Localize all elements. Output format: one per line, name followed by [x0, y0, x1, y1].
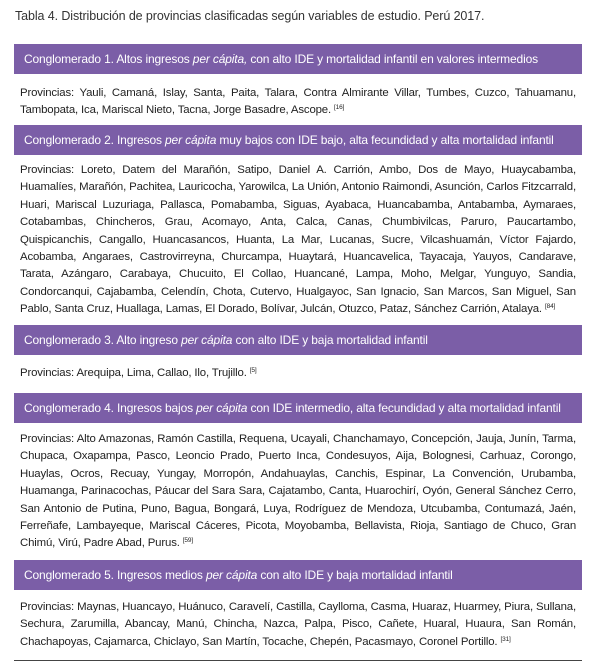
count-reference: [16] — [334, 104, 345, 112]
cluster-2-title: Conglomerado 2. Ingresos — [24, 133, 166, 147]
province-list: Provincias: Maynas, Huancayo, Huánuco, Caravelí, Castilla, Caylloma, Casma, Huaraz, Huarmey, Piura, Sullana, Sechura, Zarumilla, Abancay, Manú, Chincha, Nazca, Palpa, Pisco, Cañete, Huaral, Huaura, San Román, Chachapoyas, Cajamarca, Chiclayo, San Martín, Tocache, Chepén, Pacasmayo, Coronel Portillo. — [20, 601, 576, 648]
count-reference: [59] — [182, 537, 194, 545]
cluster-4-title: Conglomerado 4. Ingresos bajos — [24, 401, 197, 415]
cluster-3-title-rest: con alto IDE y baja mortalidad infantil — [232, 333, 428, 347]
cluster-3-header — [14, 325, 582, 355]
cluster-4-title-italic: per cápita — [196, 401, 248, 415]
province-list: Provincias: Yauli, Camaná, Islay, Santa, Paita, Talara, Contra Almirante Villar, Tumbes, Cuzco, Tahuamanu, Tambopata, Ica, Mariscal Nieto, Tacna, Jorge Basadre, Ascope. — [20, 87, 576, 117]
cluster-4-provinces — [14, 431, 582, 553]
cluster-2 — [14, 125, 582, 319]
cluster-2-title-rest: muy bajos con IDE bajo, alta fecundidad y alta mortalidad infantil — [216, 133, 554, 147]
cluster-1-provinces — [14, 85, 582, 120]
cluster-3-title: Conglomerado 3. Alto ingreso — [24, 333, 182, 347]
bottom-rule — [14, 660, 582, 661]
cluster-2-provinces — [14, 162, 582, 319]
cluster-1 — [14, 44, 582, 120]
cluster-5-title-rest: con alto IDE y baja mortalidad infantil — [257, 568, 453, 582]
province-list: Provincias: Loreto, Datem del Marañón, Satipo, Daniel A. Carrión, Ambo, Dos de Mayo, Huaycabamba, Huamalíes, Marañón, Pachitea, Lauricocha, Yarowilca, La Unión, Antonio Raimondi, Asunción, Carlos Fitzcarrald, Huari, Mariscal Luzuriaga, Pallasca, Pomabamba, Siguas, Ayabaca, Huancabamba, Antabamba, Aymaraes, Cotabambas, Chincheros, Grau, Acomayo, Anta, Calca, Canas, Chumbivilcas, Paruro, Paucartambo, Quispicanchis, Cangallo, Huancasancos, Huanta, La Mar, Lucanas, Sucre, Vilcashuamán, Víctor Fajardo, Acobamba, Angaraes, Castrovirreyna, Churcampa, Huaytará, Huancavelica, Tayacaja, Yauyos, Candarave, Tarata, Azángaro, Carabaya, Chucuito, El Collao, Huancané, Lampa, Moho, Melgar, Yunguyo, Sandia, Condorcanqui, Cajabamba, Celendín, Chota, Cutervo, Hualgayoc, San Ignacio, San Marcos, San Miguel, San Pablo, Santa Cruz, Huallaga, Lamas, El Dorado, Bolívar, Julcán, Otuzco, Pataz, Sánchez Carrión, Atalaya. — [20, 164, 576, 316]
cluster-5-header — [14, 560, 582, 590]
cluster-3-provinces — [14, 365, 582, 382]
cluster-3 — [14, 325, 582, 382]
cluster-4-header — [14, 393, 582, 423]
province-list: Provincias: Arequipa, Lima, Callao, Ilo, Trujillo. — [20, 367, 247, 379]
count-reference: [5] — [249, 367, 257, 374]
cluster-1-title: Conglomerado 1. Altos ingresos — [24, 52, 193, 66]
count-reference: [31] — [500, 635, 511, 643]
cluster-2-header — [14, 125, 582, 155]
cluster-4 — [14, 393, 582, 553]
cluster-1-header — [14, 44, 582, 74]
table-caption: Tabla 4. Distribución de provincias clasificadas según variables de estudio. Perú 2017. — [15, 9, 485, 23]
province-list: Provincias: Alto Amazonas, Ramón Castilla, Requena, Ucayali, Chanchamayo, Concepción, Jauja, Junín, Tarma, Chupaca, Oxapampa, Pasco, Leoncio Prado, Puerto Inca, Condesuyos, Aija, Bolognesi, Carhuaz, Corongo, Huaylas, Ocros, Recuay, Yungay, Morropón, Andahuaylas, Canchis, Espinar, La Convención, Urubamba, Huamanga, Parinacochas, Páucar del Sara Sara, Cajatambo, Canta, Huarochirí, Oyón, General Sánchez Cerro, San Antonio de Putina, Puno, Bagua, Bongará, Luya, Rodríguez de Mendoza, Utcubamba, Contumazá, Jaén, Ferreñafe, Lambayeque, Mariscal Cáceres, Picota, Moyobamba, Bellavista, Rioja, Santiago de Chuco, Gran Chimú, Virú, Padre Abad, Purus. — [20, 433, 576, 550]
count-reference: [84] — [544, 303, 556, 311]
cluster-5 — [14, 560, 582, 651]
cluster-1-title-italic: per cápita, — [192, 52, 248, 66]
cluster-5-title: Conglomerado 5. Ingresos medios — [24, 568, 206, 582]
cluster-2-title-italic: per cápita — [165, 133, 217, 147]
cluster-1-title-rest: con alto IDE y mortalidad infantil en valores intermedios — [247, 52, 538, 66]
cluster-3-title-italic: per cápita — [181, 333, 233, 347]
cluster-5-provinces — [14, 599, 582, 651]
cluster-4-title-rest: con IDE intermedio, alta fecundidad y alta mortalidad infantil — [247, 401, 561, 415]
cluster-5-title-italic: per cápita — [205, 568, 258, 582]
